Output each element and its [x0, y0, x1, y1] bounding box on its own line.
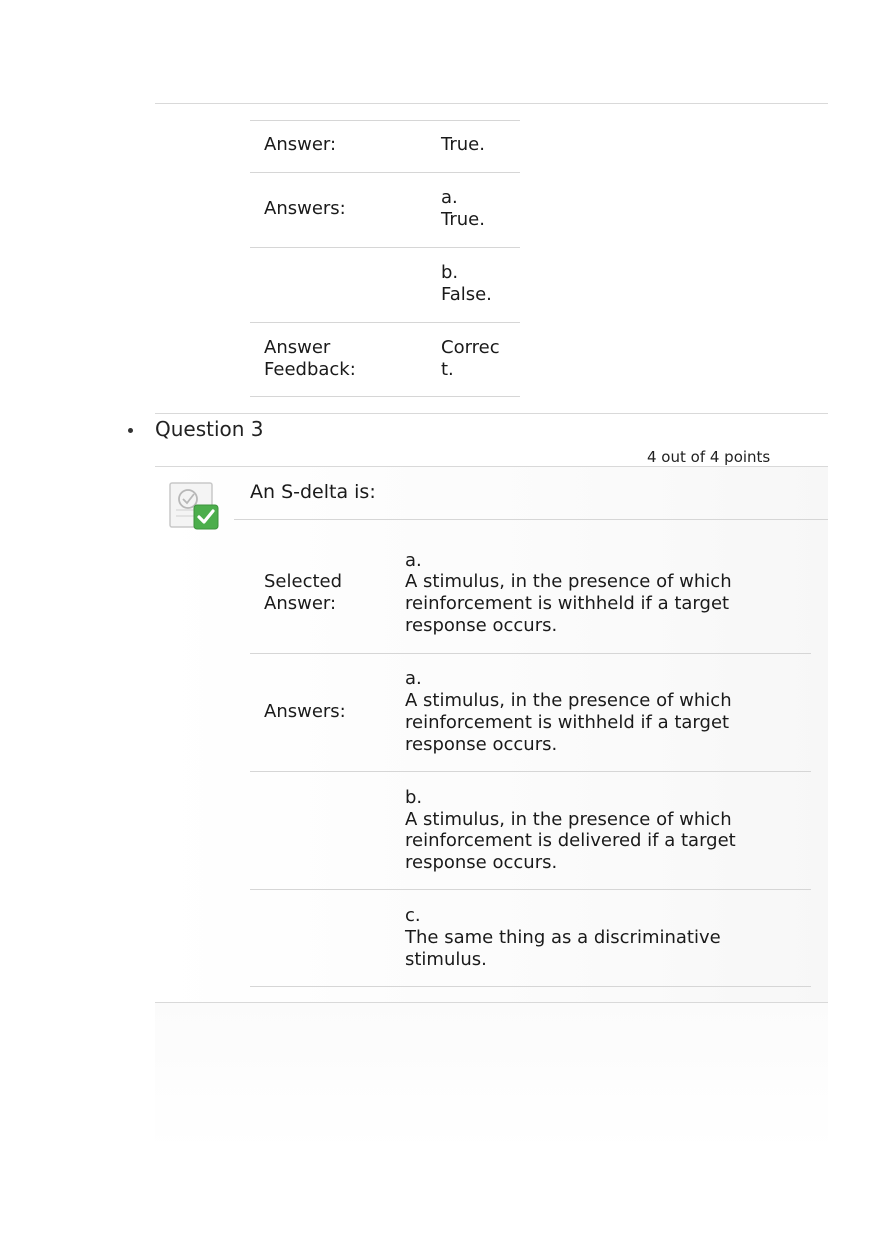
prompt-divider — [234, 519, 828, 520]
option-b-text: False. — [441, 284, 492, 305]
selected-option-text-3: response occurs. — [405, 615, 558, 636]
option-text-line: A stimulus, in the presence of which — [405, 690, 732, 711]
row-divider — [250, 653, 811, 654]
answer-value: True. — [441, 134, 485, 155]
option-a-letter: a. — [441, 187, 458, 208]
option-letter: c. — [405, 905, 421, 926]
option-text-line: response occurs. — [405, 734, 558, 755]
question-title: Question 3 — [155, 417, 264, 441]
answer-label: Answer: — [264, 134, 337, 155]
row-divider — [250, 322, 520, 323]
row-divider — [250, 771, 811, 772]
row-divider — [250, 120, 520, 121]
row-divider — [250, 889, 811, 890]
feedback-label-line-1: Answer — [264, 337, 331, 358]
question-points: 4 out of 4 points — [647, 448, 771, 466]
feedback-value-line-2: t. — [441, 359, 454, 380]
row-divider — [250, 172, 520, 173]
option-letter: b. — [405, 787, 423, 808]
selected-label-line-1: Selected — [264, 571, 343, 592]
option-text-line: stimulus. — [405, 949, 487, 970]
question-divider — [155, 413, 828, 414]
option-text-line: reinforcement is delivered if a target — [405, 830, 736, 851]
question-header-divider — [155, 466, 828, 467]
row-divider — [250, 986, 811, 987]
question-end-divider — [155, 1002, 828, 1003]
selected-option-letter: a. — [405, 550, 422, 571]
feedback-value-line-1: Correc — [441, 337, 500, 358]
question-divider — [155, 103, 828, 104]
option-text-line: A stimulus, in the presence of which — [405, 809, 732, 830]
correct-check-icon-graphic — [168, 480, 220, 532]
option-text-line: reinforcement is withheld if a target — [405, 712, 730, 733]
option-letter: a. — [405, 668, 422, 689]
feedback-label-line-2: Feedback: — [264, 359, 356, 380]
option-b-letter: b. — [441, 262, 459, 283]
page-fade — [155, 1003, 828, 1153]
option-a-text: True. — [441, 209, 485, 230]
row-divider — [250, 247, 520, 248]
option-text-line: The same thing as a discriminative — [405, 927, 721, 948]
selected-option-text-1: A stimulus, in the presence of which — [405, 571, 732, 592]
row-divider — [250, 396, 520, 397]
answers-label: Answers: — [264, 198, 346, 219]
selected-label-line-2: Answer: — [264, 593, 337, 614]
question-prompt: An S-delta is: — [250, 481, 376, 503]
option-text-line: response occurs. — [405, 852, 558, 873]
answers-label: Answers: — [264, 701, 346, 722]
correct-check-icon — [168, 480, 220, 532]
list-bullet — [128, 428, 133, 433]
selected-option-text-2: reinforcement is withheld if a target — [405, 593, 730, 614]
